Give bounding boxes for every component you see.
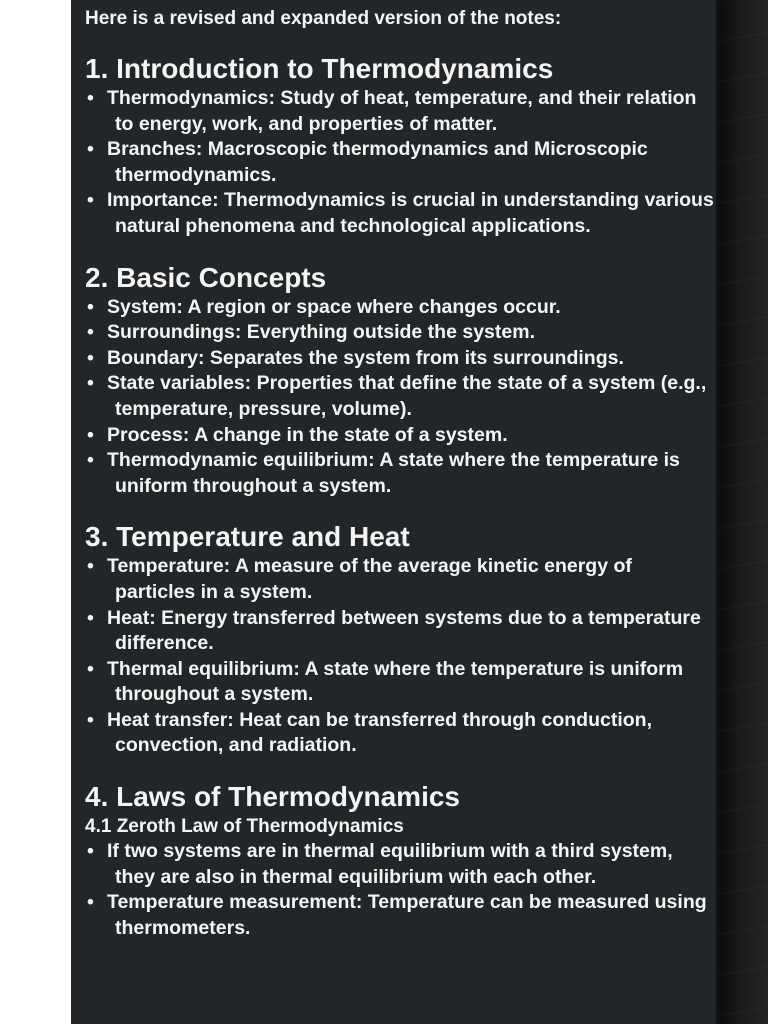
list-item xyxy=(85,86,716,137)
bullet-icon: • xyxy=(87,138,94,161)
list-item xyxy=(85,371,716,422)
bullet-icon: • xyxy=(87,555,94,578)
bullet-icon: • xyxy=(87,189,94,212)
list-item xyxy=(85,320,716,346)
list-item-text: If two systems are in thermal equilibrium with a third system, they are also in thermal equilibrium with each other. xyxy=(107,840,673,888)
section-laws xyxy=(85,780,716,941)
list-item xyxy=(85,295,716,321)
section-temperature-heat xyxy=(85,520,716,759)
list-item-text: Temperature measurement: Temperature can be measured using thermometers. xyxy=(107,891,707,939)
bullet-icon: • xyxy=(87,423,94,446)
list-item-text: System: A region or space where changes occur. xyxy=(107,295,561,318)
bullet-icon: • xyxy=(87,657,94,680)
bullet-icon: • xyxy=(87,295,94,318)
list-item-text: Boundary: Separates the system from its surroundings. xyxy=(107,346,624,369)
intro-text: Here is a revised and expanded version of the notes: xyxy=(85,8,562,29)
list-item-text: Heat transfer: Heat can be transferred through conduction, convection, and radiation. xyxy=(107,708,653,757)
section-title: 2. Basic Concepts xyxy=(85,261,327,293)
bullet-icon: • xyxy=(87,449,94,472)
list-item-text: Temperature: A measure of the average kinetic energy of particles in a system. xyxy=(107,555,632,603)
bullet-list xyxy=(85,554,716,759)
bullet-icon: • xyxy=(87,87,94,109)
list-item xyxy=(85,708,716,759)
section-title: 4. Laws of Thermodynamics xyxy=(85,781,460,813)
list-item xyxy=(85,554,716,605)
list-item xyxy=(85,890,716,941)
bullet-icon: • xyxy=(87,372,94,395)
section-title: 3. Temperature and Heat xyxy=(85,521,410,553)
notes-message-panel xyxy=(71,0,716,1024)
list-item xyxy=(85,839,716,890)
bullet-list xyxy=(85,839,716,941)
section-title: 1. Introduction to Thermodynamics xyxy=(85,53,554,84)
list-item xyxy=(85,346,716,372)
list-item xyxy=(85,188,716,239)
bullet-icon: • xyxy=(87,606,94,629)
section-basic-concepts xyxy=(85,261,716,500)
list-item-text: Thermal equilibrium: A state where the temperature is uniform throughout a system. xyxy=(107,657,684,706)
list-item-text: Surroundings: Everything outside the system. xyxy=(107,321,535,344)
list-item xyxy=(85,657,716,708)
bullet-list xyxy=(85,295,716,500)
section-introduction xyxy=(85,52,716,240)
list-item xyxy=(85,606,716,657)
list-item-text: Thermodynamics: Study of heat, temperature, and their relation to energy, work, and properties of matter. xyxy=(107,87,697,135)
bullet-icon: • xyxy=(87,321,94,344)
bullet-icon: • xyxy=(87,346,94,369)
list-item xyxy=(85,423,716,449)
list-item-text: State variables: Properties that define the state of a system (e.g., temperature, pressure, volume). xyxy=(107,372,707,420)
background-strip xyxy=(716,0,768,1024)
bullet-icon: • xyxy=(87,708,94,731)
subsection-title: 4.1 Zeroth Law of Thermodynamics xyxy=(85,816,404,838)
list-item-text: Branches: Macroscopic thermodynamics and Microscopic thermodynamics. xyxy=(107,138,648,186)
list-item-text: Importance: Thermodynamics is crucial in understanding various natural phenomena and technological applications. xyxy=(107,189,714,237)
list-item-text: Thermodynamic equilibrium: A state where the temperature is uniform throughout a system. xyxy=(107,449,680,497)
bullet-list xyxy=(85,86,716,240)
bullet-icon: • xyxy=(87,891,94,914)
list-item-text: Process: A change in the state of a system. xyxy=(107,423,508,446)
bullet-icon: • xyxy=(87,840,94,863)
list-item xyxy=(85,448,716,499)
list-item-text: Heat: Energy transferred between systems due to a temperature difference. xyxy=(107,606,701,655)
list-item xyxy=(85,137,716,188)
